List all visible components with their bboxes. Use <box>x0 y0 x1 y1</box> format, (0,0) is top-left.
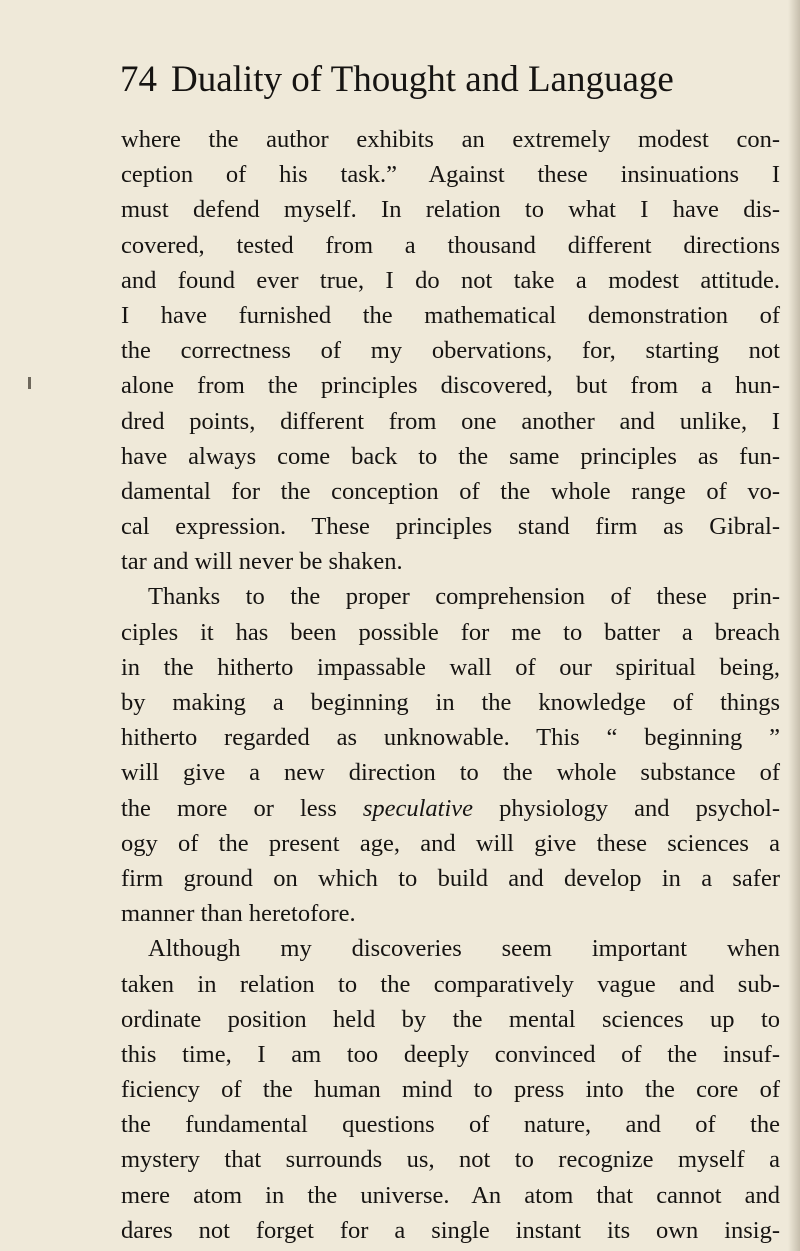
text-line: this time, I am too deeply convinced of the insuf- <box>121 1040 780 1068</box>
text-line: where the author exhibits an extremely modest con- <box>121 126 780 153</box>
text-line: alone from the principles discovered, but from a hun- <box>121 372 780 400</box>
text-line: mystery that surrounds us, not to recognize myself a <box>121 1146 780 1174</box>
text-line: ception of his task.” Against these insinuations I <box>121 161 780 189</box>
page-number: 74 <box>120 59 157 100</box>
text-line: in the hitherto impassable wall of our spiritual being, <box>121 653 780 681</box>
text-line: ogy of the present age, and will give these sciences a <box>121 829 780 857</box>
running-header <box>120 58 780 102</box>
text-line: Although my discoveries seem important when <box>148 935 780 963</box>
text-line: and found ever true, I do not take a modest attitude. <box>121 266 780 294</box>
text-line: hitherto regarded as unknowable. This “ beginning ” <box>121 724 780 752</box>
text-line: mere atom in the universe. An atom that cannot and <box>121 1181 780 1209</box>
italic-word: speculative <box>362 794 474 822</box>
text-line: I have furnished the mathematical demonstration of <box>121 301 780 329</box>
text-segment: physiology and psychol- <box>473 794 780 822</box>
text-line: firm ground on which to build and develop in a safer <box>121 864 780 892</box>
text-line: must defend myself. In relation to what I have dis- <box>121 196 780 224</box>
page-edge-shadow <box>788 0 800 1251</box>
text-segment: the more or less <box>121 794 363 822</box>
body-text <box>121 122 780 1248</box>
text-line: ciples it has been possible for me to batter a breach <box>121 618 780 646</box>
text-line: Thanks to the proper comprehension of these prin- <box>148 583 780 611</box>
text-line: covered, tested from a thousand different directions <box>121 231 780 259</box>
text-line: by making a beginning in the knowledge of things <box>121 689 780 716</box>
text-line: damental for the conception of the whole range of vo- <box>121 477 780 505</box>
text-line: manner than heretofore. <box>121 900 356 928</box>
text-line: dred points, different from one another and unlike, I <box>121 407 780 435</box>
text-line: will give a new direction to the whole substance of <box>121 759 780 787</box>
text-line: dares not forget for a single instant its own insig- <box>121 1216 780 1244</box>
text-line: ficiency of the human mind to press into the core of <box>121 1076 780 1104</box>
text-line: cal expression. These principles stand firm as Gibral- <box>121 513 780 541</box>
text-line: tar and will never be shaken. <box>121 548 403 576</box>
text-line: taken in relation to the comparatively vague and sub- <box>121 970 780 998</box>
text-line <box>121 791 780 826</box>
running-title: Duality of Thought and Language <box>171 59 674 100</box>
text-line: have always come back to the same principles as fun- <box>121 442 780 470</box>
text-line: the correctness of my obervations, for, starting not <box>121 337 780 365</box>
margin-mark <box>28 377 31 389</box>
text-line: the fundamental questions of nature, and of the <box>121 1111 780 1139</box>
text-line: ordinate position held by the mental sciences up to <box>121 1005 780 1033</box>
